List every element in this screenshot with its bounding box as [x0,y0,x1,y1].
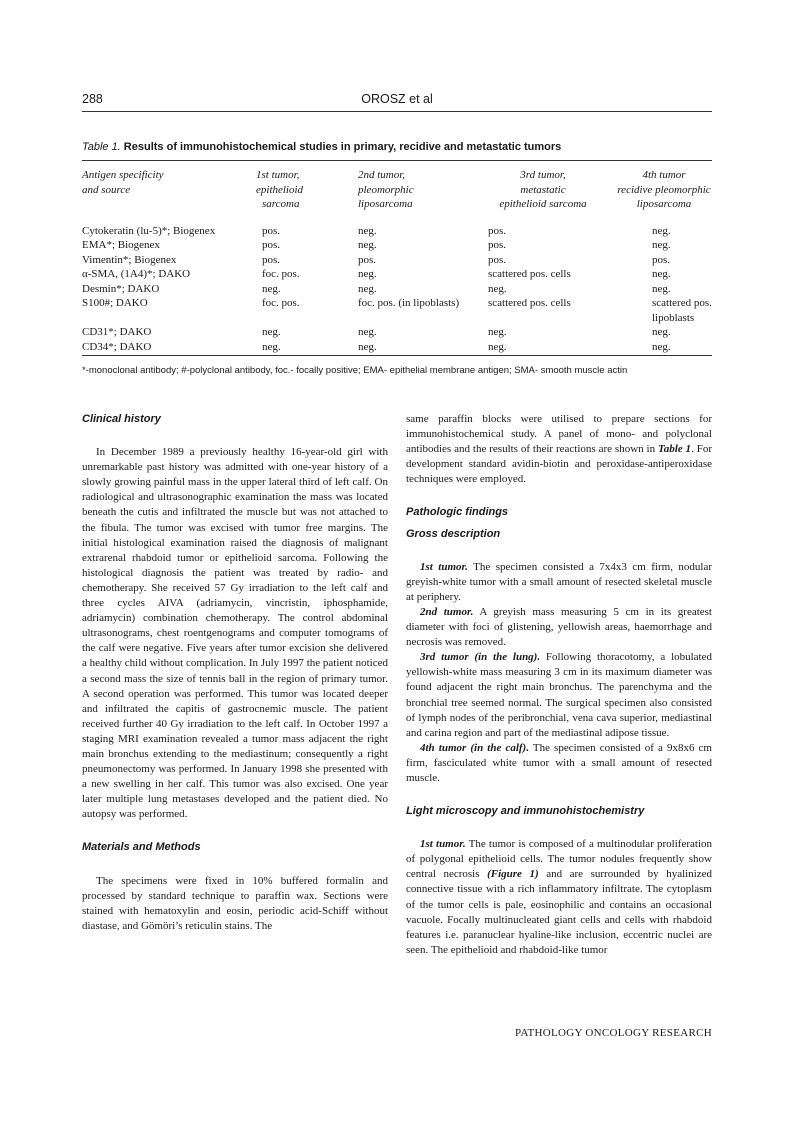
table-top-rule [82,160,712,161]
table-row [82,296,712,325]
header-rule [82,111,712,112]
result-cell: neg. [652,326,671,338]
result-cell: pos. [358,253,377,266]
table-header-row [82,168,712,218]
result-cell: neg. [652,282,671,295]
heading-clinical-history: Clinical history [82,413,161,425]
result-cell: pos. [262,253,281,266]
table-row [82,340,712,355]
left-column [82,412,388,934]
header-antigen: Antigen specificity and source [82,169,164,196]
result-cell: neg. [262,340,281,353]
gross-tumor-2: 2nd tumor. A greyish mass measuring 5 cm in its greatest diameter with foci of glistening, yellowish areas, haemorrhage and necrosis was removed. [406,605,712,649]
table-row [82,238,712,253]
antigen-cell: Cytokeratin (lu-5)*; Biogenex [82,224,216,237]
antigen-cell: CD34*; DAKO [82,340,152,353]
header-tumor-1: 1st tumor, epithelioid sarcoma [256,169,304,210]
result-cell: scattered pos. cells [488,268,571,280]
paragraph-clinical-history: In December 1989 a previously healthy 16-year-old girl with unremarkable past history was admitted with one-year history of a slowly growing painful mass in the upper lateral third of left calf. On radiological and ultrasonographic examination the mass was located beneath the cutis and infiltrated the muscle but was not attached to the fibula. The tumor was excised with tumor free margins. The initial histological examination raised the diagnosis of malignant extrarenal rhabdoid tumor or epithelioid sarcoma. Following the histological diagnosis the patient was treated by radio- and chemotherapy. She received 57 Gy irradiation to the left calf and three cycles AIVA (adriamycin, vincristin, iphosphamide, adriamycin) combination chemotherapy. The control abdominal ultrasonograms, chest roentgenograms and computer tomograms of the calf were negative. Five years after tumor excision she delivered a healthy child without complication. In July 1997 the patient noticed a second mass the size of tennis ball in the region of primary tumor. A second operation was performed. This tumor was located deeper and infiltrated the capitis of gastrocnemic muscle. The patient received further 40 Gy irradiation to the left calf. In October 1997 a staging MRI examination revealed a tumor mass adjacent the right main bronchus extending to the mediastinum; consequently a right pneumonectomy was performed. In January 1998 she presented with a new swelling in her calf. This tumor was also excised. One year later multiple lung metastases developed and the patient died. No autopsy was performed. [82,446,388,821]
running-header [82,92,712,112]
right-column [406,412,712,958]
antigen-cell: α-SMA, (1A4)*; DAKO [82,268,191,280]
paragraph-materials-methods: The specimens were fixed in 10% buffered formalin and processed by standard technique to paraffin wax. Sections were stained with hematoxylin and eosin, periodic acid-Schiff without diastase, and Gömöri’s reticulin stains. The [82,874,388,932]
result-cell: scattered pos. cells [488,297,571,309]
result-cell: neg. [652,340,671,353]
table-caption-text: Results of immunohistochemical studies in primary, recidive and metastatic tumors [120,141,562,153]
result-cell: neg. [358,224,377,237]
result-cell: neg. [652,268,671,280]
result-cell: neg. [358,340,377,353]
antigen-cell: EMA*; Biogenex [82,239,160,251]
heading-gross-description: Gross description [406,527,501,540]
table-footnote: *-monoclonal antibody; #-polyclonal antibody, foc.- focally positive; EMA- epithelial membrane antigen; SMA- smooth muscle actin [82,365,628,376]
table-row [82,218,712,239]
result-cell: scattered pos. lipoblasts [652,297,712,324]
table-row [82,267,712,282]
gross-tumor-1: 1st tumor. The specimen consisted a 7x4x3 cm firm, nodular greyish-white tumor with a small amount of resected skeletal muscle at periphery. [406,560,712,603]
header-tumor-2: 2nd tumor, pleomorphic liposarcoma [358,169,414,210]
result-cell: foc. pos. [262,268,300,280]
result-cell: neg. [358,326,377,338]
result-cell: neg. [358,239,377,251]
result-cell: neg. [262,326,281,338]
table-row [82,253,712,268]
gross-tumor-4: 4th tumor (in the calf). The specimen consisted of a 9x8x6 cm firm, fasciculated white tumor with a small amount of resected muscle. [406,741,712,784]
results-table [82,168,712,354]
header-tumor-3: 3rd tumor, metastatic epithelioid sarcoma [499,169,587,210]
result-cell: neg. [358,268,377,280]
header-tumor-4: 4th tumor recidive pleomorphic liposarcoma [617,169,711,210]
heading-light-microscopy: Light microscopy and immunohistochemistry [406,805,645,818]
result-cell: pos. [488,224,507,237]
heading-materials-methods: Materials and Methods [82,841,201,854]
result-cell: neg. [488,340,507,353]
result-cell: neg. [358,282,377,295]
paragraph-methods-continued: same paraffin blocks were utilised to prepare sections for immunohistochemical study. A panel of mono- and polyclonal antibodies and the results of their reactions are shown in Table 1. For development standard avidin-biotin and peroxidase-antiperoxidase techniques were employed. [406,413,712,486]
result-cell: pos. [488,253,507,266]
journal-footer: PATHOLOGY ONCOLOGY RESEARCH [515,1027,712,1039]
table-caption-label: Table 1. [82,141,121,153]
result-cell: foc. pos. [262,297,300,309]
result-cell: neg. [262,282,281,295]
result-cell: neg. [652,239,671,251]
result-cell: neg. [652,224,671,237]
antigen-cell: Vimentin*; Biogenex [82,253,177,266]
gross-tumor-3: 3rd tumor (in the lung). Following thoracotomy, a lobulated yellowish-white mass measuring 3 cm in its maximum diameter was found adjacent the right main bronchus. The parenchyma and the bronchial tree seemed normal. The surgical specimen also consisted of lymph nodes of the peribronchial, vena cava superior, mediastinal and carina region and part of the mediastinal adipose tissue. [406,651,712,739]
page-number: 288 [82,92,103,106]
result-cell: pos. [652,253,671,266]
result-cell: neg. [488,282,507,295]
result-cell: pos. [262,239,281,251]
antigen-cell: Desmin*; DAKO [82,282,160,295]
table-row [82,325,712,340]
antigen-cell: S100#; DAKO [82,297,148,309]
heading-pathologic-findings: Pathologic findings [406,506,509,519]
light-tumor-1: 1st tumor. The tumor is composed of a multinodular proliferation of polygonal epithelioid cells. The tumor nodules frequently show central necrosis (Figure 1) and are surrounded by hyalinized connective tissue with a rich inflammatory infiltrate. The cytoplasm of the tumor cells is pale, eosinophilic and contains an occasional vacuole. Focally multinucleated giant cells and cells with rhabdoid features i.e. paranuclear hyaline-like inclusion, eccentric nuclei are seen. The epithelioid and rhabdoid-like tumor [406,838,713,956]
table-row [82,282,712,297]
table-reference: Table 1 [658,443,692,456]
figure-reference: (Figure 1) [487,868,539,881]
antigen-cell: CD31*; DAKO [82,326,152,338]
result-cell: foc. pos. (in lipoblasts) [358,297,460,309]
result-cell: pos. [488,239,507,251]
running-title: OROSZ et al [361,92,433,106]
result-cell: neg. [488,326,507,338]
table-caption [82,141,561,153]
result-cell: pos. [262,224,281,237]
table-bottom-rule [82,355,712,356]
table-body [82,218,712,355]
